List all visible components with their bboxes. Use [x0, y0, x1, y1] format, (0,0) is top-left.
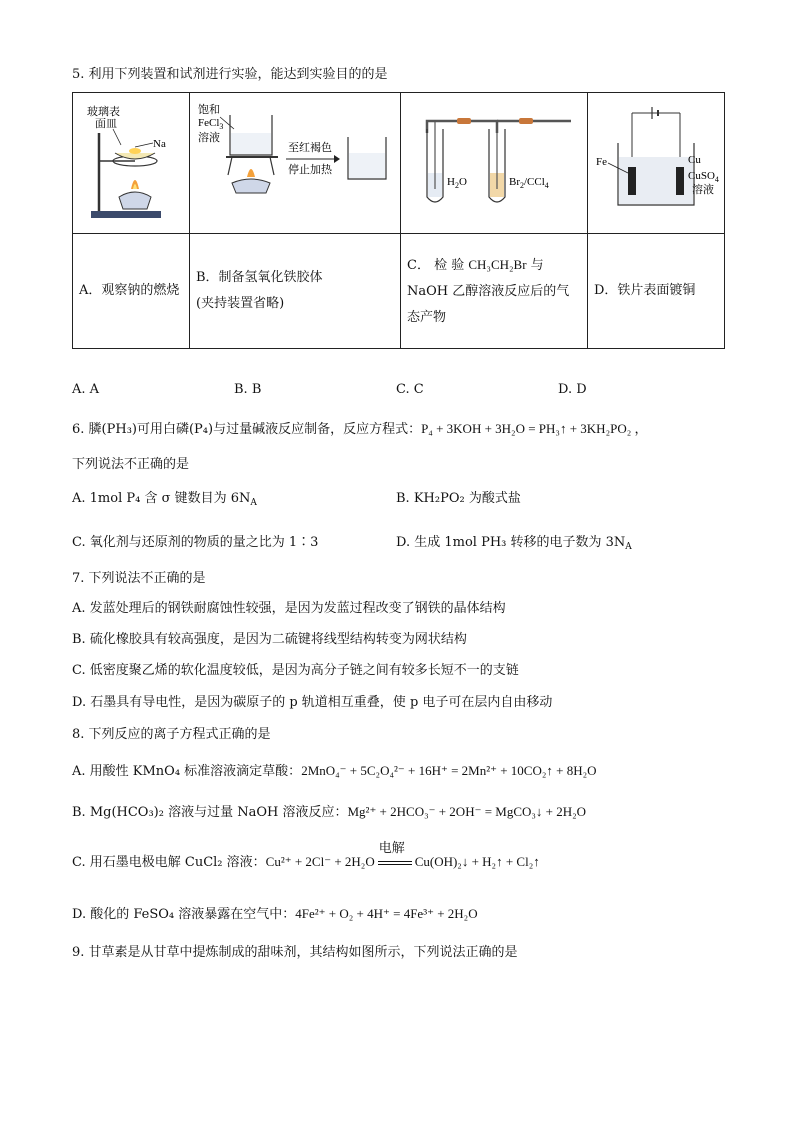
fig-c-br: Br — [509, 176, 520, 188]
fig-c-cell — [401, 93, 588, 234]
q7-option-c[interactable]: C. 低密度聚乙烯的软化温度较低，是因为高分子链之间有较多长短不一的支链 — [72, 663, 519, 678]
fig-a-cell — [73, 93, 190, 234]
cell-c-post: 与 NaOH 乙醇溶液反应后的气态产物 — [407, 257, 570, 325]
fig-c-br-mid: /CCl — [524, 176, 545, 188]
svg-text:H2O — [447, 176, 467, 190]
q6-stem-pre: 6. 膦(PH₃)可用白磷(P₄)与过量碱液反应制备，反应方程式： — [72, 422, 422, 437]
q6-option-b[interactable]: B. KH₂PO₂ 为酸式盐 — [396, 491, 521, 506]
q6-option-d[interactable]: D. 生成 1mol PH₃ 转移的电子数为 $3N_A$ — [396, 535, 632, 552]
q7-option-b[interactable]: B. 硫化橡胶具有较高强度，是因为二硫键将线型结构转变为网状结构 — [72, 632, 467, 647]
copper-plating-apparatus-figure — [588, 93, 724, 229]
fig-b-label-fecl: FeCl — [198, 117, 220, 129]
q8-c-equation-left: Cu²⁺ + 2Cl⁻ + 2H₂O — [265, 854, 375, 869]
cell-b-text — [190, 234, 401, 349]
q5-apparatus-table — [72, 92, 725, 349]
fig-d-cell — [588, 93, 725, 234]
fig-d-label-fe: Fe — [596, 156, 607, 168]
fig-b-cell — [190, 93, 401, 234]
fig-d-label-cu: Cu — [688, 154, 701, 166]
q8-option-b[interactable]: B. Mg(HCO₃)₂ 溶液与过量 NaOH 溶液反应：Mg²⁺ + 2HCO₃⁻ + 2OH⁻ = MgCO₃↓ + 2H₂O — [72, 804, 587, 820]
fig-b-label-fecl-sub: 3 — [219, 122, 224, 131]
q8-c-equation-right: Cu(OH)₂↓ + H₂↑ + Cl₂↑ — [414, 854, 540, 869]
q6-stem — [72, 420, 648, 439]
fig-b-arrow-top-label: 至红褐色 — [288, 142, 332, 154]
q8-b-equation: Mg²⁺ + 2HCO₃⁻ + 2OH⁻ = MgCO₃↓ + 2H₂O — [347, 804, 587, 819]
fig-b-label-solution: 溶液 — [198, 132, 220, 144]
fig-b-label-saturated: 饱和 — [198, 104, 220, 116]
cell-c-formula: CH₃CH₂Br — [468, 256, 527, 272]
svg-text:Br2/CCl4 — [509, 176, 549, 190]
q6-option-a[interactable]: A. 1mol P₄ 含 σ 键数目为 $6N_A$ — [72, 491, 257, 508]
sodium-burning-apparatus-figure — [73, 93, 189, 229]
svg-text:FeCl3 — [198, 117, 223, 131]
q8-option-c[interactable]: C. 用石墨电极电解 CuCl₂ 溶液：Cu²⁺ + 2Cl⁻ + 2H₂O 电解 Cu(OH)₂↓ + H₂↑ + Cl₂↑ — [72, 841, 540, 870]
cell-c-pre: C． 检 验 — [407, 257, 469, 273]
fig-b-arrow-bottom-label: 停止加热 — [288, 164, 332, 176]
fig-c-water-o: O — [458, 176, 467, 188]
fig-a-label-dish: 面皿 — [95, 118, 117, 130]
q5-option-d[interactable]: D. D — [558, 382, 587, 397]
q7-option-a[interactable]: A. 发蓝处理后的钢铁耐腐蚀性较强，是因为发蓝过程改变了钢铁的晶体结构 — [72, 601, 506, 616]
fig-d-label-cuso-sub: 4 — [714, 175, 719, 184]
cell-b-line2: (夹持装置省略) — [196, 296, 285, 311]
cell-c-text — [401, 234, 588, 349]
gas-test-apparatus-figure — [401, 93, 587, 229]
fig-c-water-sub: 2 — [454, 181, 459, 190]
q5-option-b[interactable]: B. B — [234, 382, 262, 397]
q5-option-c[interactable]: C. C — [396, 382, 424, 397]
q8-a-equation: 2MnO₄⁻ + 5C₂O₄²⁻ + 16H⁺ = 2Mn²⁺ + 10CO₂↑ + 8H₂O — [301, 763, 597, 778]
q8-stem: 8. 下列反应的离子方程式正确的是 — [72, 727, 271, 742]
fig-d-label-solution: 溶液 — [692, 184, 714, 196]
cell-b-line1: B．制备氢氧化铁胶体 — [196, 270, 323, 285]
q5-option-a[interactable]: A. A — [72, 382, 100, 397]
q7-stem: 7. 下列说法不正确的是 — [72, 571, 206, 586]
cell-a-label: A．观察钠的燃烧 — [79, 283, 180, 298]
svg-text:CuSO4 — [688, 170, 719, 184]
q8-c-electrolysis-condition: 电解 — [375, 854, 415, 872]
q7-option-d[interactable]: D. 石墨具有导电性，是因为碳原子的 p 轨道相互重叠，使 p 电子可在层内自由移动 — [72, 695, 553, 710]
fig-c-br-sub2: 4 — [544, 181, 549, 190]
fig-c-br-sub1: 2 — [520, 181, 524, 190]
q8-d-equation: 4Fe²⁺ + O₂ + 4H⁺ = 4Fe³⁺ + 2H₂O — [295, 906, 478, 921]
q8-option-d[interactable]: D. 酸化的 FeSO₄ 溶液暴露在空气中：4Fe²⁺ + O₂ + 4H⁺ = 4Fe³⁺ + 2H₂O — [72, 906, 478, 922]
q6-equation: P₄ + 3KOH + 3H₂O = PH₃↑ + 3KH₂PO₂ ， — [421, 421, 648, 436]
cell-d-label: D．铁片表面镀铜 — [594, 283, 696, 298]
fig-d-label-cuso: CuSO — [688, 170, 715, 182]
fig-a-label-na: Na — [153, 138, 166, 150]
cell-d-text — [588, 234, 725, 349]
cell-a-text — [73, 234, 190, 349]
fig-c-water-h: H — [447, 176, 455, 188]
q9-stem: 9. 甘草素是从甘草中提炼制成的甜味剂，其结构如图所示，下列说法正确的是 — [72, 945, 518, 960]
fe-oh3-colloid-apparatus-figure — [190, 93, 400, 229]
q5-stem: 5. 利用下列装置和试剂进行实验，能达到实验目的的是 — [72, 67, 388, 82]
q8-option-a[interactable]: A. 用酸性 KMnO₄ 标准溶液滴定草酸：2MnO₄⁻ + 5C₂O₄²⁻ + 16H⁺ = 2Mn²⁺ + 10CO₂↑ + 8H₂O — [72, 763, 597, 779]
fig-a-label-watch-glass: 玻璃表 — [87, 106, 120, 118]
q6-option-c[interactable]: C. 氧化剂与还原剂的物质的量之比为 1∶3 — [72, 535, 319, 550]
q6-stem-line2: 下列说法不正确的是 — [72, 457, 190, 472]
